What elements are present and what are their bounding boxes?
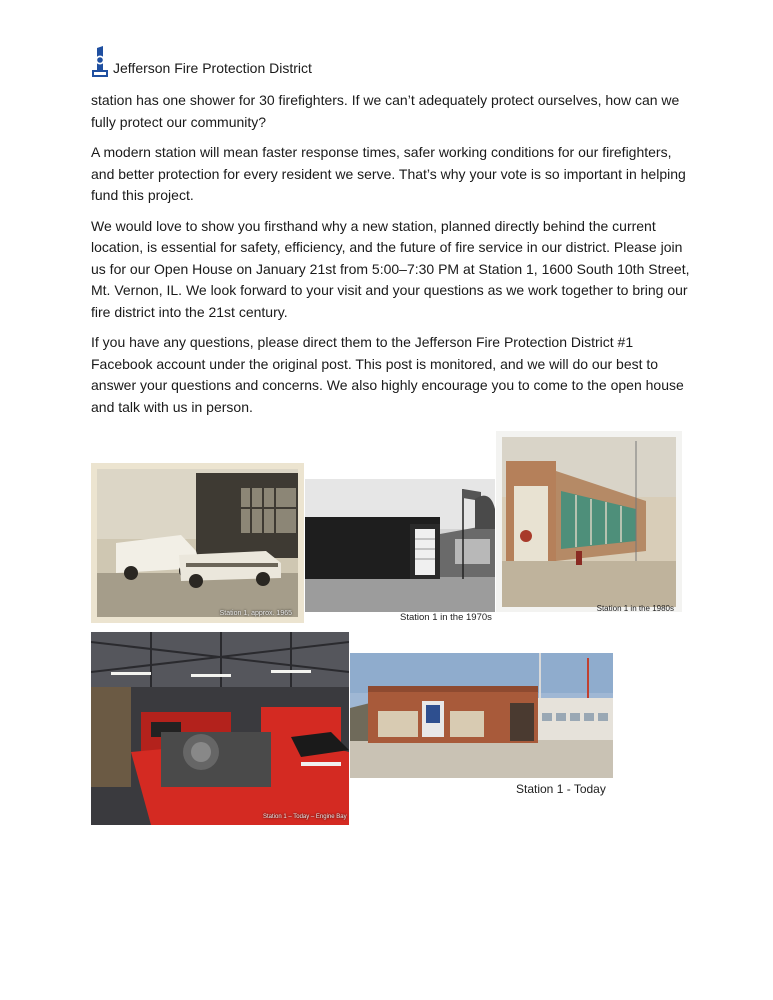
paragraph: We would love to show you firsthand why a new station, planned directly behind the current location, is essential for safety, efficiency, and the future of fire service in our district. Please join us for our Open House on January 21st from 5:00–7:30 PM at Station 1, 1600 South 10th Street, Mt. Vernon, IL. We look forward to your visit and your questions as we work together to bring our fire district into the 21st century.	[91, 217, 690, 320]
photo-station-1970s	[305, 479, 495, 612]
photo-station-1980s	[496, 431, 682, 612]
fire-district-logo	[91, 46, 109, 78]
header-title: Jefferson Fire Protection District	[113, 60, 312, 76]
photo-caption: Station 1 in the 1980s	[596, 604, 674, 612]
photo-caption: Station 1 – Today – Engine Bay	[263, 814, 347, 820]
paragraph: If you have any questions, please direct them to the Jefferson Fire Protection District #1 Facebook account under the original post. This post is monitored, and we will do our best to answer your questions and concerns. We also highly encourage you to come to the open house and talk with us in person.	[91, 334, 684, 415]
photo-station-1965	[91, 463, 304, 623]
body-text	[91, 90, 691, 427]
photo-station-today	[350, 653, 613, 778]
photo-caption: Station 1 - Today	[516, 782, 606, 796]
photo-caption: Station 1, approx. 1965	[219, 610, 292, 617]
photo-engine-bay	[91, 632, 349, 825]
paragraph: A modern station will mean faster response times, safer working conditions for our firefighters, and better protection for every resident we serve. That’s why your vote is so important in helping fund this project.	[91, 144, 686, 203]
photo-caption: Station 1 in the 1970s	[400, 612, 492, 623]
document-header	[91, 44, 312, 78]
paragraph: station has one shower for 30 firefighters. If we can’t adequately protect ourselves, how can we fully protect our community?	[91, 92, 680, 130]
